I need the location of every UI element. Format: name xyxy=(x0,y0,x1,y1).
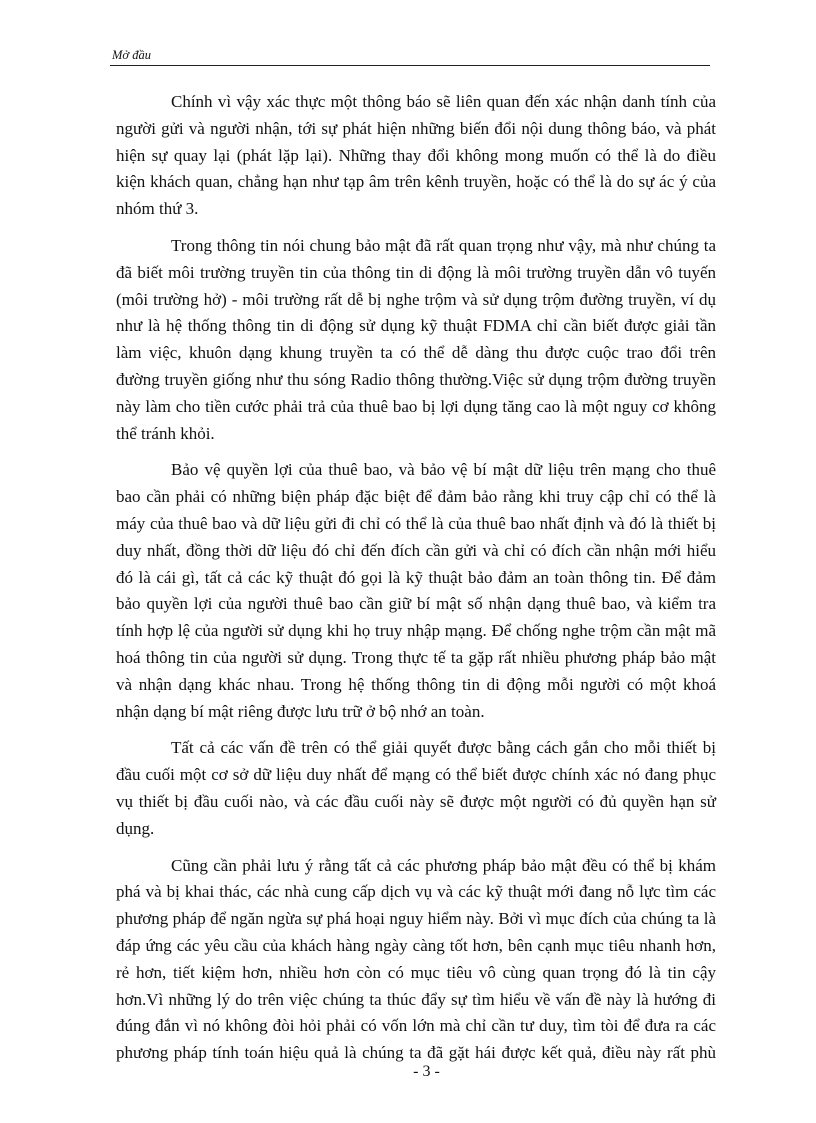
paragraph xyxy=(116,853,716,1067)
page-header xyxy=(110,47,710,66)
text-line: Tất cả các vấn đề trên có thể giải quyết được bằng cách gắn cho mỗi thiết bị xyxy=(171,738,716,758)
text-line: đường truyền giống như thu sóng Radio thông thường.Việc sử dụng trộm đường truyền xyxy=(116,369,716,389)
page-number: - 3 - xyxy=(413,1063,440,1080)
text-line: rẻ hơn, tiết kiệm hơn, nhiều hơn còn có mục tiêu vô cùng quan trọng đó là tin cậy xyxy=(116,962,716,982)
paragraph xyxy=(116,89,716,223)
text-line: đúng đắn vì nó không đòi hỏi phải có vốn lớn mà chỉ cần tư duy, tìm tòi để đưa ra các xyxy=(116,1016,716,1036)
text-line: Trong thông tin nói chung bảo mật đã rất quan trọng như vậy, mà như chúng ta xyxy=(171,235,716,255)
text-line: Chính vì vậy xác thực một thông báo sẽ liên quan đến xác nhận danh tính của xyxy=(171,92,716,111)
text-line: đó là cái gì, tất cả các kỹ thuật đó gọi là kỹ thuật bảo đảm an toàn thông tin. Để đảm xyxy=(116,567,716,587)
text-line: Cũng cần phải lưu ý rằng tất cả các phương pháp bảo mật đều có thể bị khám xyxy=(171,855,716,875)
chapter-title: Mở đầu xyxy=(112,48,151,62)
text-line: đầu cuối một cơ sở dữ liệu duy nhất để mạng có thể biết được chính xác nó đang phục xyxy=(116,765,716,785)
document-body xyxy=(116,89,716,1077)
text-line: máy của thuê bao và dữ liệu gửi đi chỉ có thể là của thuê bao nhất định và đó là thiết bị xyxy=(116,513,716,533)
text-line: nhóm thứ 3. xyxy=(116,199,199,219)
text-line: vụ thiết bị đầu cuối nào, và các đầu cuối này sẽ được một người có đủ quyền hạn sử xyxy=(116,791,716,811)
text-line: đã biết môi trường truyền tin của thông tin di động là môi trường truyền dẫn vô tuyến xyxy=(116,262,716,282)
paragraph xyxy=(116,735,716,842)
paragraph xyxy=(116,457,716,725)
text-line: tính hợp lệ của người sử dụng khi họ truy nhập mạng. Để chống nghe trộm cần mật mã xyxy=(116,621,716,641)
text-line: hiện sự quay lại (phát lặp lại). Những thay đổi không mong muốn có thể là do điều xyxy=(116,145,716,165)
text-line: người gửi và người nhận, tới sự phát hiện những biến đổi nội dung thông báo, và phát xyxy=(116,118,716,138)
text-line: phá và bị khai thác, các nhà cung cấp dịch vụ và các kỹ thuật mới đang nỗ lực tìm các xyxy=(116,882,716,902)
text-line: làm việc, khuôn dạng khung truyền ta có thể dễ dàng thu được cuộc trao đổi trên xyxy=(116,343,716,363)
text-line: Bảo vệ quyền lợi của thuê bao, và bảo vệ bí mật dữ liệu trên mạng cho thuê xyxy=(171,460,716,480)
text-line: bao cần phải có những biện pháp đặc biệt để đảm bảo rằng khi truy cập chỉ có thể là xyxy=(116,487,716,507)
text-line: duy nhất, đồng thời dữ liệu đó chỉ đến đích cần gửi và chỉ có đích cần nhận mới hiểu xyxy=(116,540,716,560)
text-line: hoá thông tin của người sử dụng. Trong thực tế ta gặp rất nhiều phương pháp bảo mật xyxy=(116,647,716,667)
text-line: bảo quyền lợi của người thuê bao cần giữ bí mật số nhận dạng thuê bao, và kiểm tra xyxy=(116,594,716,614)
text-line: thể tránh khỏi. xyxy=(116,423,215,443)
paragraph xyxy=(116,233,716,447)
text-line: kiện khách quan, chẳng hạn như tạp âm trên kênh truyền, hoặc có thể là do sự ác ý của xyxy=(116,172,716,192)
text-line: và nhận dạng khác nhau. Trong hệ thống thông tin di động mỗi người có một khoá xyxy=(116,674,716,694)
text-line: phương pháp để ngăn ngừa sự phá hoại nguy hiểm này. Bởi vì mục đích của chúng ta là xyxy=(116,909,716,929)
text-line: dụng. xyxy=(116,818,155,838)
text-line: này làm cho tiền cước phải trả của thuê bao bị lợi dụng tăng cao là một nguy cơ không xyxy=(116,396,716,416)
text-line: hơn.Vì những lý do trên việc chúng ta thúc đẩy sự tìm hiểu về vấn đề này là hướng đi xyxy=(116,989,716,1009)
text-line: (môi trường hở) - môi trường rất dễ bị nghe trộm và sử dụng trộm đường truyền, ví dụ xyxy=(116,289,716,309)
text-line: nhận dạng bí mật riêng được lưu trữ ở bộ nhớ an toàn. xyxy=(116,701,485,721)
text-line: như là hệ thống thông tin di động sử dụng kỹ thuật FDMA chỉ cần biết được giải tần xyxy=(116,316,716,336)
text-line: đáp ứng các yêu cầu của khách hàng ngày càng tốt hơn, bên cạnh mục tiêu nhanh hơn, xyxy=(116,935,716,955)
text-line: phương pháp tính toán hiệu quả là chúng ta đã gặt hái được kết quả, điều này rất phù xyxy=(116,1043,716,1063)
